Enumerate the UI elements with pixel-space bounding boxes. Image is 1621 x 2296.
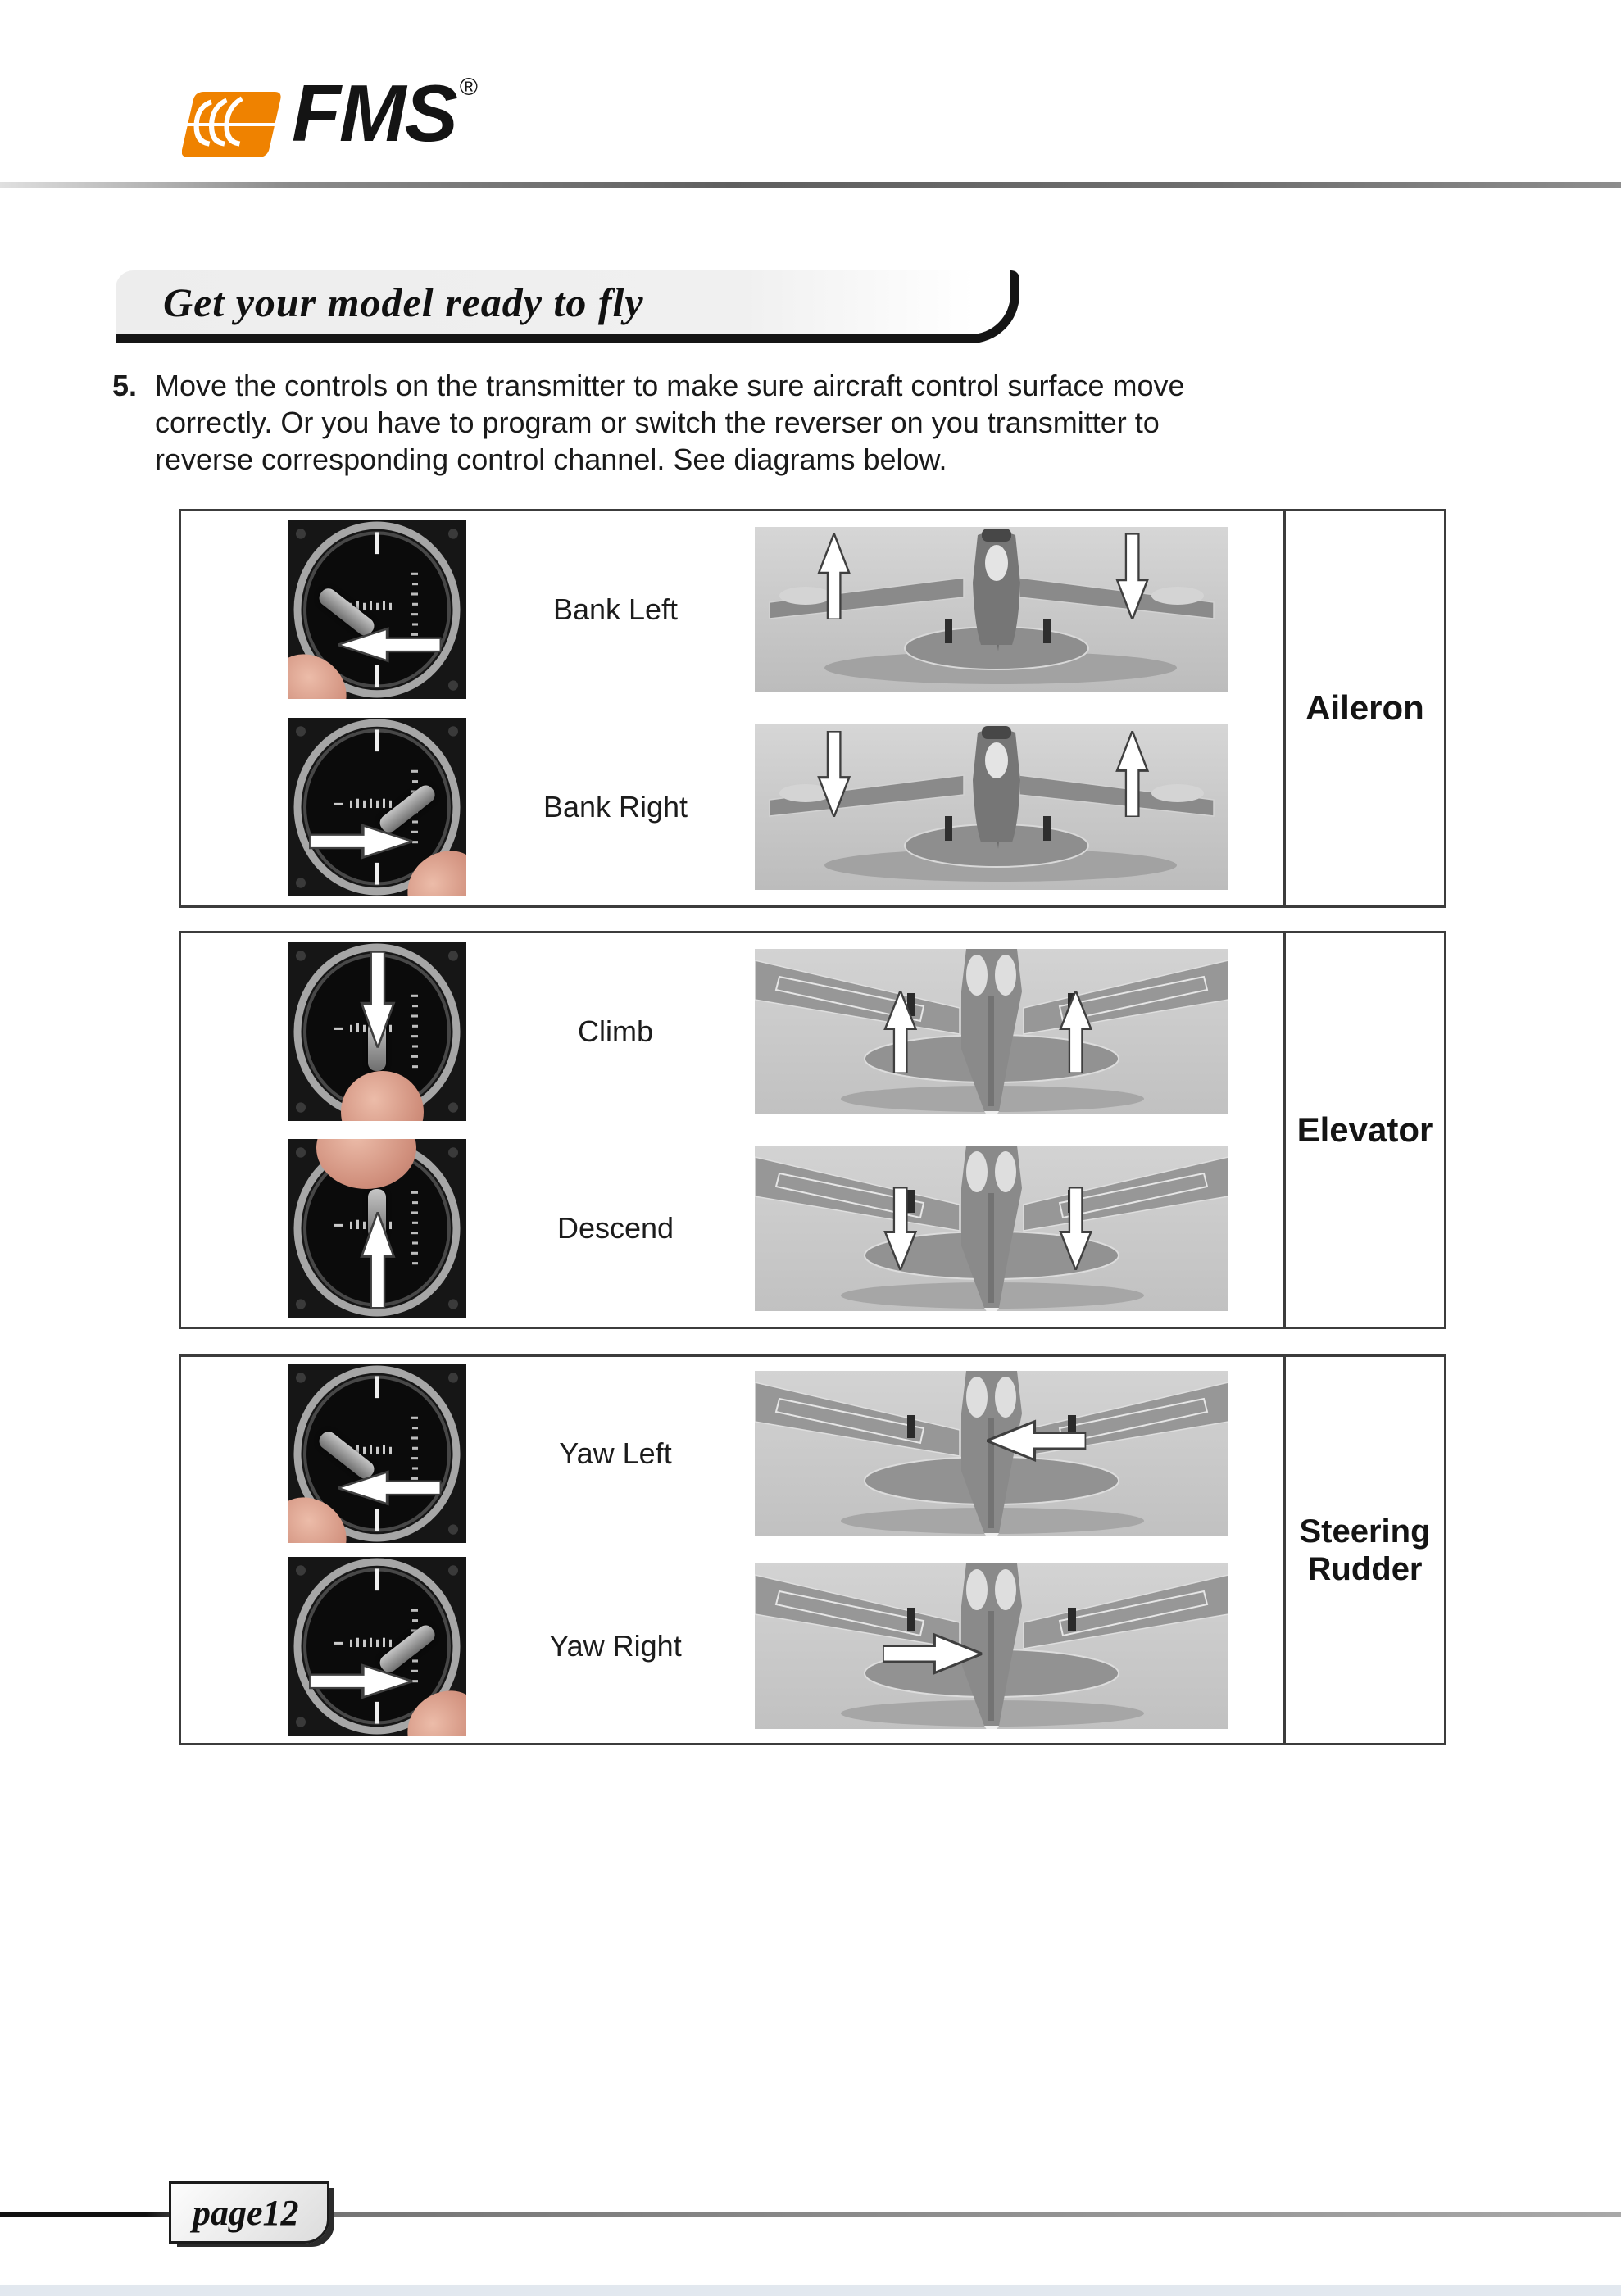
control-row-yaw-left	[181, 1357, 1283, 1550]
stick-action-label: Yaw Right	[549, 1629, 682, 1663]
right-wing-arrow-icon	[1115, 533, 1150, 619]
right-elevator-arrow-icon	[1058, 1187, 1093, 1270]
control-row-climb	[181, 933, 1283, 1130]
page-number-badge	[169, 2181, 329, 2244]
right-elevator-arrow-icon	[1058, 991, 1093, 1073]
aircraft-response-photo	[755, 949, 1228, 1114]
left-wing-arrow-icon	[816, 533, 851, 619]
stick-action-label: Bank Left	[552, 592, 679, 627]
section-title: Get your model ready to fly	[163, 279, 644, 325]
rudder-arrow-icon	[883, 1631, 982, 1677]
right-wing-arrow-icon	[1115, 731, 1150, 817]
left-elevator-arrow-icon	[883, 991, 918, 1073]
stick-direction-arrow-icon	[338, 1469, 441, 1507]
left-wing-arrow-icon	[816, 731, 851, 817]
transmitter-stick-photo	[288, 718, 466, 896]
channel-label-line: Rudder	[1307, 1550, 1423, 1587]
step-line: reverse corresponding control channel. See diagrams below.	[155, 442, 947, 476]
left-elevator-arrow-icon	[883, 1187, 918, 1270]
fms-logo-icon	[182, 90, 284, 159]
channel-label-aileron	[1283, 511, 1444, 905]
stick-action-label: Bank Right	[543, 789, 688, 824]
page-number: page12	[193, 2192, 299, 2233]
step-line: correctly. Or you have to program or switch the reverser on you transmitter to	[155, 406, 1160, 439]
step-line: Move the controls on the transmitter to make sure aircraft control surface move	[155, 369, 1185, 402]
aileron-table	[179, 509, 1446, 908]
plane-rear-icon	[755, 1146, 1228, 1311]
aircraft-response-photo	[755, 527, 1228, 692]
channel-label-line: Aileron	[1305, 688, 1424, 728]
stick-direction-arrow-icon	[309, 1663, 412, 1700]
brand-text: FMS	[292, 68, 456, 158]
plane-rear-icon	[755, 1563, 1228, 1729]
control-row-bank-left	[181, 511, 1283, 709]
stick-direction-arrow-icon	[359, 951, 397, 1048]
elevator-table	[179, 931, 1446, 1329]
header-divider	[0, 182, 1621, 188]
transmitter-stick-photo	[288, 942, 466, 1121]
stick-direction-arrow-icon	[338, 626, 441, 664]
rudder-rows	[181, 1357, 1283, 1743]
aircraft-response-photo	[755, 1563, 1228, 1729]
step-instruction	[112, 367, 1456, 478]
stick-direction-arrow-icon	[309, 823, 412, 860]
transmitter-stick-photo	[288, 1364, 466, 1543]
channel-label-elevator	[1283, 933, 1444, 1327]
elevator-rows	[181, 933, 1283, 1327]
plane-rear-icon	[755, 949, 1228, 1114]
channel-label-steering-rudder	[1283, 1357, 1444, 1743]
rudder-table	[179, 1354, 1446, 1745]
stick-action-label: Climb	[577, 1014, 653, 1048]
bottom-edge-strip	[0, 2285, 1621, 2296]
step-text	[155, 367, 1185, 478]
control-row-yaw-right	[181, 1550, 1283, 1744]
stick-action-label: Yaw Left	[559, 1436, 672, 1470]
aircraft-response-photo	[755, 724, 1228, 890]
rudder-arrow-icon	[987, 1418, 1086, 1463]
registered-mark: ®	[459, 74, 478, 101]
transmitter-stick-photo	[288, 1557, 466, 1736]
transmitter-stick-photo	[288, 1139, 466, 1318]
channel-label-line: Steering	[1299, 1513, 1431, 1550]
stick-action-label: Descend	[556, 1211, 674, 1245]
aircraft-response-photo	[755, 1371, 1228, 1536]
fms-logo	[182, 68, 478, 159]
control-row-bank-right	[181, 709, 1283, 906]
channel-label-line: Elevator	[1296, 1109, 1433, 1149]
aileron-rows	[181, 511, 1283, 905]
aircraft-response-photo	[755, 1146, 1228, 1311]
stick-direction-arrow-icon	[359, 1212, 397, 1309]
step-number: 5.	[112, 369, 138, 402]
control-row-descend	[181, 1130, 1283, 1327]
transmitter-stick-photo	[288, 520, 466, 699]
section-banner	[116, 270, 1019, 343]
